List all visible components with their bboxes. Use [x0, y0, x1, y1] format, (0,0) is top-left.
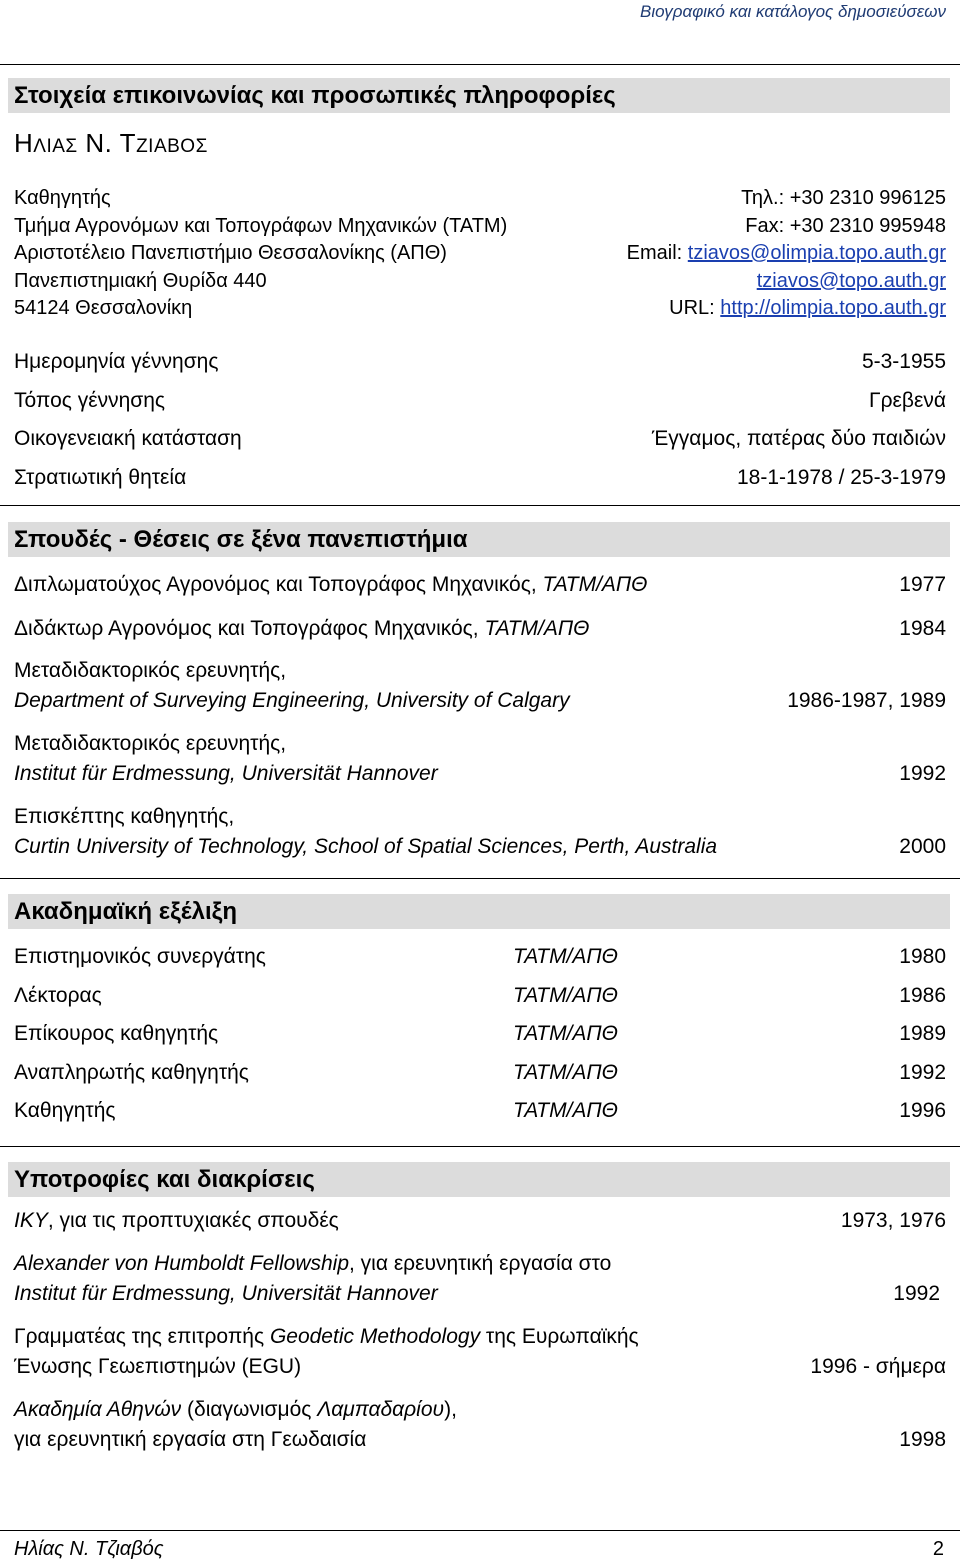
academic-row-title: Επίκουρος καθηγητής [14, 1022, 219, 1045]
award-academy: Ακαδημία Αθηνών (διαγωνισμός Λαμπαδαρίου), [14, 1398, 457, 1421]
award-iky-year: 1973, 1976 [840, 1209, 946, 1232]
address-city: 54124 Θεσσαλονίκη [14, 297, 193, 319]
visiting-year: 2000 [899, 835, 946, 858]
academic-row-title: Λέκτορας [14, 984, 102, 1007]
academic-row-year: 1989 [899, 1022, 946, 1045]
email-row-2 [627, 268, 946, 296]
birthdate-value: 5-3-1955 [861, 350, 946, 373]
award-egu-year: 1996 - σήμερα [810, 1355, 946, 1378]
academic-row-title: Αναπληρωτής καθηγητής [14, 1061, 249, 1084]
academic-row-inst: ΤΑΤΜ/ΑΠΘ [513, 945, 618, 968]
academic-row-inst: ΤΑΤΜ/ΑΠΘ [513, 984, 618, 1007]
address-pobox: Πανεπιστημιακή Θυρίδα 440 [14, 269, 267, 292]
postdoc1-year: 1986-1987, 1989 [787, 689, 946, 712]
person-name: ΗΛΙΑΣ Ν. ΤΖΙΑΒΟΣ [14, 128, 208, 158]
birthdate-label: Ημερομηνία γέννησης [14, 350, 219, 373]
award-academy-line2: για ερευνητική εργασία στη Γεωδαισία [14, 1428, 367, 1451]
award-egu: Γραμματέας της επιτροπής Geodetic Methodology της Ευρωπαϊκής [14, 1325, 639, 1348]
header-rule [0, 64, 960, 65]
postdoc2-title: Μεταδιδακτορικός ερευνητής, [14, 732, 287, 755]
birthplace-label: Τόπος γέννησης [14, 389, 166, 412]
academic-row-year: 1996 [899, 1099, 946, 1122]
academic-row-title: Επιστημονικός συνεργάτης [14, 945, 266, 968]
award-humboldt-year: 1992 [893, 1282, 940, 1305]
academic-row-year: 1992 [899, 1061, 946, 1084]
award-humboldt-inst: Institut für Erdmessung, Universität Hannover [14, 1282, 438, 1305]
address-title: Καθηγητής [14, 187, 111, 209]
postdoc1-inst: Department of Surveying Engineering, University of Calgary [14, 689, 570, 712]
award-egu-line2: Ένωσης Γεωεπιστημών (EGU) [14, 1355, 302, 1378]
award-iky: ΙΚΥ, για τις προπτυχιακές σπουδές [14, 1209, 339, 1232]
section-contact-heading: Στοιχεία επικοινωνίας και προσωπικές πληροφορίες [8, 78, 950, 113]
marital-label: Οικογενειακή κατάσταση [14, 427, 242, 450]
section-academic-heading: Ακαδημαϊκή εξέλιξη [8, 894, 950, 929]
military-label: Στρατιωτική θητεία [14, 466, 187, 489]
phone: Τηλ.: +30 2310 996125 [741, 187, 946, 209]
academic-row-year: 1980 [899, 945, 946, 968]
phd-year: 1984 [899, 617, 946, 640]
address-university: Αριστοτέλειο Πανεπιστήμιο Θεσσαλονίκης (ΑΠΘ) [14, 242, 447, 264]
email-link-1[interactable]: tziavos@olimpia.topo.auth.gr [687, 242, 946, 264]
postdoc2-inst: Institut für Erdmessung, Universität Hannover [14, 762, 438, 785]
section-awards-heading: Υποτροφίες και διακρίσεις [8, 1162, 950, 1197]
section-rule [0, 878, 960, 879]
academic-row-inst: ΤΑΤΜ/ΑΠΘ [513, 1022, 618, 1045]
url-link[interactable]: http://olimpia.topo.auth.gr [720, 297, 946, 319]
fax: Fax: +30 2310 995948 [745, 214, 946, 237]
award-academy-year: 1998 [899, 1428, 946, 1451]
running-header: Βιογραφικό και κατάλογος δημοσιεύσεων [640, 2, 946, 21]
section-rule [0, 505, 960, 506]
page-number: 2 [932, 1538, 944, 1560]
section-rule [0, 1146, 960, 1147]
contact-block [627, 185, 946, 323]
url-row: URL: http://olimpia.topo.auth.gr [669, 297, 946, 319]
postdoc1-title: Μεταδιδακτορικός ερευνητής, [14, 659, 287, 682]
address-block [14, 185, 507, 323]
section-studies-heading: Σπουδές - Θέσεις σε ξένα πανεπιστήμια [8, 522, 950, 557]
birthplace-value: Γρεβενά [869, 389, 946, 412]
award-humboldt: Alexander von Humboldt Fellowship, για ερευνητική εργασία στο [14, 1252, 612, 1275]
academic-row-inst: ΤΑΤΜ/ΑΠΘ [513, 1061, 618, 1084]
email-row: Email: tziavos@olimpia.topo.auth.gr [626, 242, 946, 264]
postdoc2-year: 1992 [899, 762, 946, 785]
academic-row-year: 1986 [899, 984, 946, 1007]
footer-rule [0, 1530, 960, 1531]
academic-row-title: Καθηγητής [14, 1099, 116, 1122]
visiting-title: Επισκέπτης καθηγητής, [14, 805, 235, 828]
phd-entry: Διδάκτωρ Αγρονόμος και Τοπογράφος Μηχανικός, ΤΑΤΜ/ΑΠΘ [14, 617, 590, 640]
marital-value: Έγγαμος, πατέρας δύο παιδιών [651, 427, 946, 450]
diploma-entry: Διπλωματούχος Αγρονόμος και Τοπογράφος Μηχανικός, ΤΑΤΜ/ΑΠΘ [14, 573, 648, 596]
visiting-inst: Curtin University of Technology, School of Spatial Sciences, Perth, Australia [14, 835, 718, 858]
academic-row-inst: ΤΑΤΜ/ΑΠΘ [513, 1099, 618, 1122]
footer-author: Ηλίας Ν. Τζιαβός [14, 1538, 164, 1560]
email-link-2[interactable]: tziavos@topo.auth.gr [756, 269, 946, 292]
diploma-year: 1977 [899, 573, 946, 596]
military-value: 18-1-1978 / 25-3-1979 [737, 466, 946, 489]
address-department: Τμήμα Αγρονόμων και Τοπογράφων Μηχανικών (ΤΑΤΜ) [14, 214, 508, 237]
